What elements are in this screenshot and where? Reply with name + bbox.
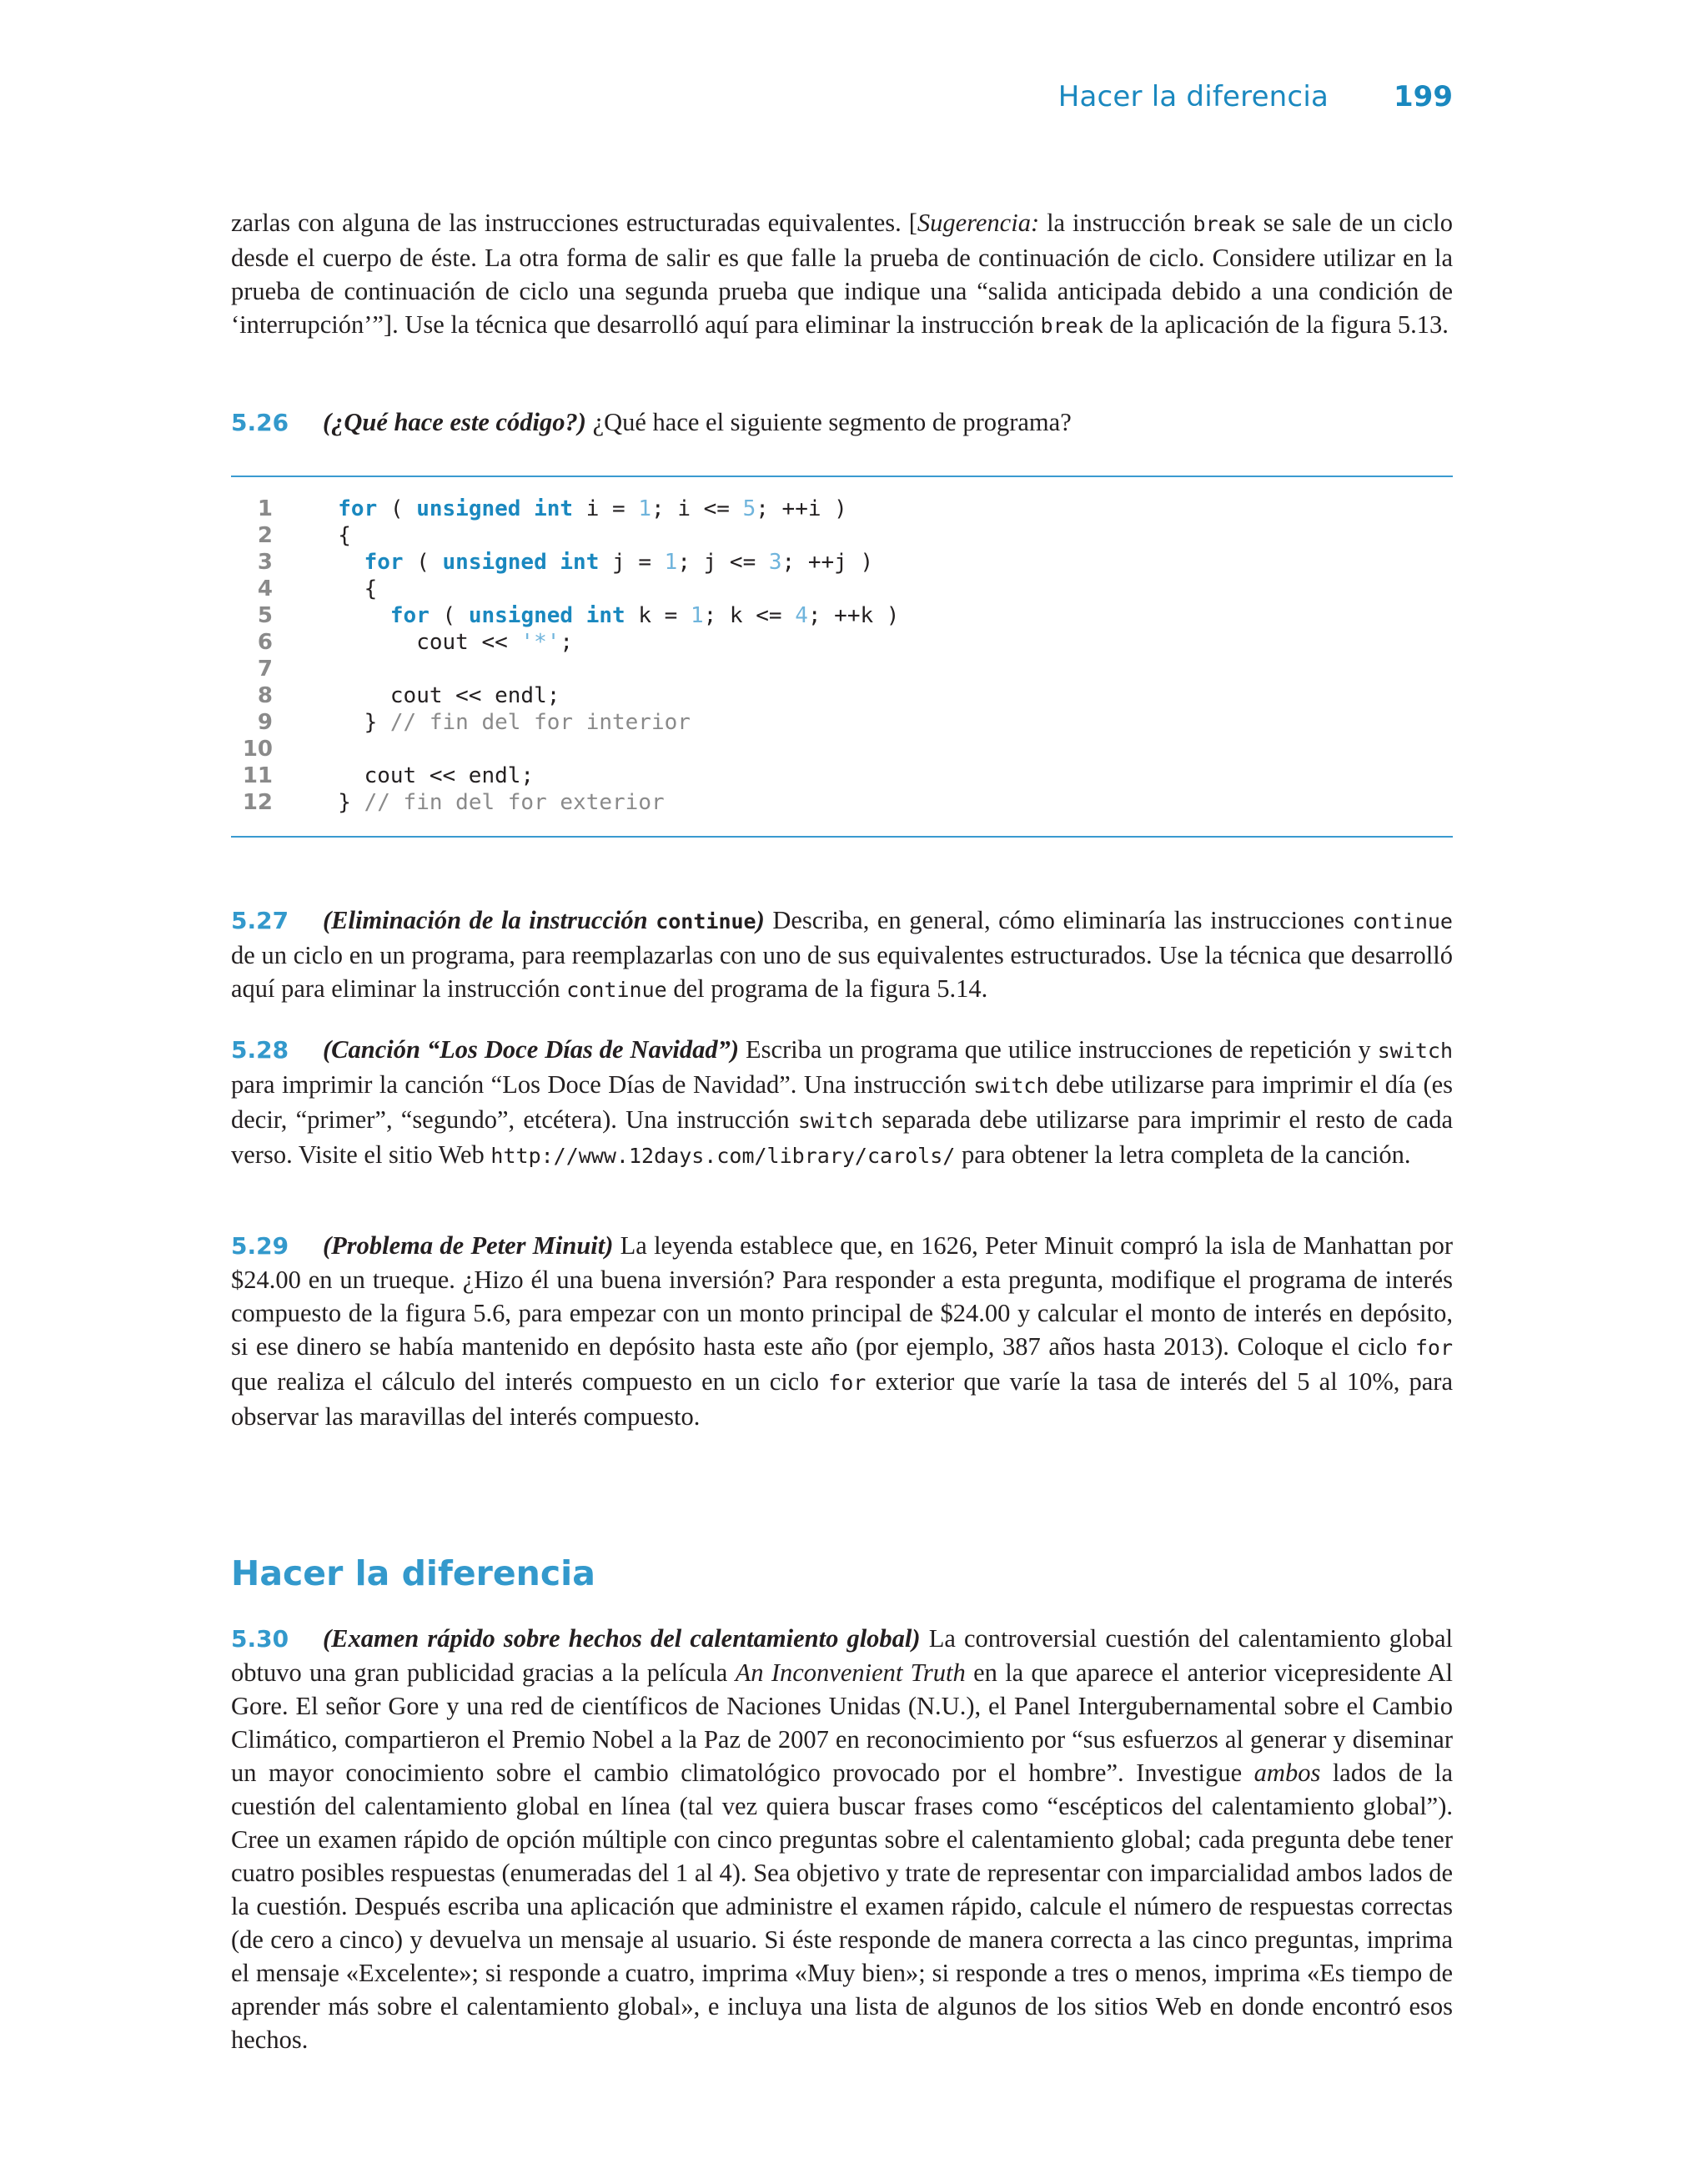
exercise-number: 5.30 (231, 1625, 289, 1653)
running-head: Hacer la diferencia (1057, 80, 1329, 113)
exercise-number: 5.26 (231, 409, 289, 436)
page-header (1058, 80, 1453, 113)
inline-code: break (1040, 314, 1103, 338)
inline-code: for (1414, 1336, 1453, 1360)
page-number: 199 (1394, 80, 1453, 113)
code-listing (231, 476, 1453, 838)
exercise-number: 5.28 (231, 1036, 289, 1064)
code-line-12: 12 } // fin del for exterior (242, 790, 665, 815)
exercise-5-26: 5.26 (¿Qué hace este código?) ¿Qué hace el siguiente segmento de programa? (231, 405, 1453, 440)
code-line-11: 11 cout << endl; (242, 763, 535, 788)
film-title: An Inconvenient Truth (735, 1658, 966, 1687)
inline-code: continue (566, 978, 667, 1002)
inline-code: switch (1377, 1039, 1454, 1063)
exercise-title: (Examen rápido sobre hechos del calentamiento global) (323, 1624, 921, 1653)
exercise-number: 5.27 (231, 907, 289, 934)
exercise-title: (Eliminación de la instrucción continue) (323, 906, 765, 934)
inline-code: for (828, 1371, 867, 1395)
section-title: Hacer la diferencia (231, 1553, 595, 1593)
exercise-title: (¿Qué hace este código?) (323, 408, 586, 436)
inline-code: switch (973, 1074, 1049, 1098)
inline-code: break (1193, 212, 1256, 236)
code-line-9: 9 } // fin del for interior (257, 710, 691, 735)
code-line-7: 7 (257, 657, 273, 682)
code-line-6: 6 cout << '*'; (257, 630, 574, 655)
exercise-title: (Problema de Peter Minuit) (323, 1231, 614, 1260)
code-line-4: 4 { (257, 576, 378, 601)
code-line-2: 2 { (257, 523, 351, 548)
url-link[interactable]: http://www.12days.com/library/carols/ (490, 1144, 956, 1168)
inline-code: continue (1352, 909, 1453, 933)
code-line-8: 8 cout << endl; (257, 683, 560, 708)
emphasis: ambos (1253, 1759, 1321, 1787)
code-line-10: 10 (242, 737, 273, 762)
exercise-5-29: 5.29 (Problema de Peter Minuit) La leyenda establece que, en 1626, Peter Minuit compró la isla de Manhattan por $24.00 en un trueque. ¿Hizo él una buena inversión? Para responder a esta pregunta, modifique el programa de interés compuesto de la figura 5.6, para empezar con un monto principal de $24.00 y calcular el monto de interés en depósito, si ese dinero se había mantenido en depósito hasta este año (por ejemplo, 387 años hasta 2013). Coloque el ciclo for que realiza el cálculo del interés compuesto en un ciclo for exterior que varíe la tasa de interés del 5 al 10%, para observar las maravillas del interés compuesto. (231, 1231, 1453, 1431)
exercise-5-30: 5.30 (Examen rápido sobre hechos del calentamiento global) La controversial cuestión del calentamiento global obtuvo una gran publicidad gracias a la película An Inconvenient Truth en la que aparece el anterior vicepresidente Al Gore. El señor Gore y una red de científicos de Naciones Unidas (N.U.), el Panel Intergubernamental sobre el Cambio Climático, compartieron el Premio Nobel a la Paz de 2007 en reconocimiento por “sus esfuerzos al generar y diseminar un mayor conocimiento sobre el cambio climatológico provocado por el hombre”. Investigue ambos lados de la cuestión del calentamiento global en línea (tal vez quiera buscar frases como “escépticos del calentamiento global”). Cree un examen rápido de opción múltiple con cinco preguntas sobre el calentamiento global; cada pregunta debe tener cuatro posibles respuestas (enumeradas del 1 al 4). Sea objetivo y trate de representar con imparcialidad ambos lados de la cuestión. Después escriba una aplicación que administre el examen rápido, calcule el número de respuestas correctas (de cero a cinco) y devuelva un mensaje al usuario. Si éste responde de manera correcta a las cinco preguntas, imprima el mensaje «Excelente»; si responde a cuatro, imprima «Muy bien»; si responde a tres o menos, imprima «Es tiempo de aprender más sobre el calentamiento global», e incluya una lista de algunos de los sitios Web en donde encontró esos hechos. (231, 1624, 1453, 2054)
code-line-5: 5 for ( unsigned int k = 1; k <= 4; ++k ) (257, 603, 900, 628)
code-line-1: 1 for ( unsigned int i = 1; i <= 5; ++i ) (257, 496, 847, 521)
hint-label: Sugerencia: (917, 209, 1040, 237)
exercise-number: 5.29 (231, 1232, 289, 1260)
inline-code: switch (797, 1109, 874, 1133)
exercise-5-28: 5.28 (Canción “Los Doce Días de Navidad”) Escriba un programa que utilice instrucciones de repetición y switch para imprimir la canción “Los Doce Días de Navidad”. Una instrucción switch debe utilizarse para imprimir el día (es decir, “primer”, “segundo”, etcétera). Una instrucción switch separada debe utilizarse para imprimir el resto de cada verso. Visite el sitio Web http://www.12days.com/library/carols/ para obtener la letra completa de la canción. (231, 1035, 1454, 1169)
exercise-title: (Canción “Los Doce Días de Navidad”) (323, 1035, 739, 1064)
intro-paragraph: zarlas con alguna de las instrucciones estructuradas equivalentes. [Sugerencia: la instrucción break se sale de un ciclo desde el cuerpo de éste. La otra forma de salir es que falle la prueba de continuación de ciclo. Considere utilizar en la prueba de continuación de ciclo una segunda prueba que indique una “salida anticipada debido a una condición de ‘interrupción’”]. Use la técnica que desarrolló aquí para eliminar la instrucción break de la aplicación de la figura 5.13. (231, 209, 1453, 339)
exercise-5-27: 5.27 (Eliminación de la instrucción continue) Describa, en general, cómo eliminaría las instrucciones continue de un ciclo en un programa, para reemplazarlas con uno de sus equivalentes estructurados. Use la técnica que desarrolló aquí para eliminar la instrucción continue del programa de la figura 5.14. (231, 906, 1453, 1003)
code-line-3: 3 for ( unsigned int j = 1; j <= 3; ++j ) (257, 550, 874, 575)
